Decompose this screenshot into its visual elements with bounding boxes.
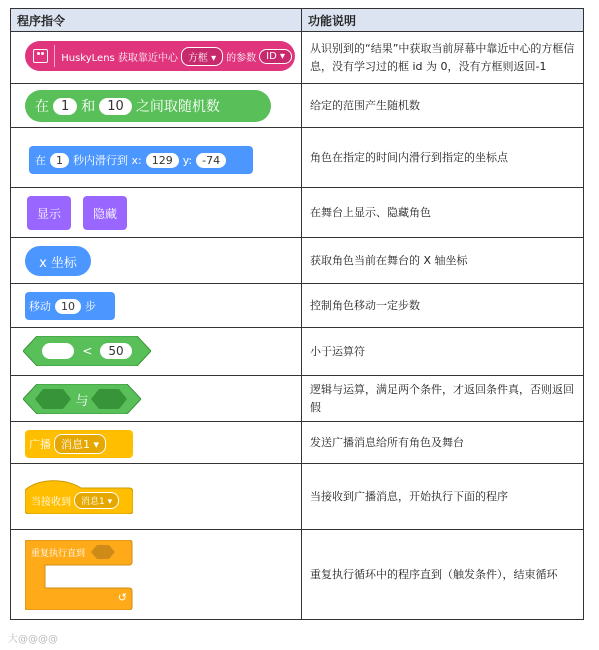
left-operand-input[interactable] — [42, 343, 74, 359]
table-row — [11, 422, 584, 464]
row-description: 角色在指定的时间内滑行到指定的坐标点 — [302, 128, 584, 188]
block-text: 移动 — [29, 300, 51, 313]
table-row — [11, 376, 584, 422]
operator-symbol: < — [82, 344, 93, 358]
row-description: 给定的范围产生随机数 — [302, 84, 584, 128]
separator — [54, 45, 55, 67]
block-text: HuskyLens 获取靠近中心 — [61, 52, 178, 64]
x-input[interactable]: 129 — [146, 153, 179, 168]
table-row — [11, 84, 584, 128]
show-block[interactable]: 显示 — [27, 196, 71, 230]
table-header-row — [11, 9, 584, 32]
message-dropdown[interactable]: 消息1 ▾ — [74, 492, 119, 509]
loop-arrow-icon: ↺ — [117, 591, 127, 604]
block-text: 重复执行直到 — [31, 549, 86, 559]
block-text: 广播 — [29, 438, 51, 451]
table-row — [11, 128, 584, 188]
row-description: 逻辑与运算，满足两个条件，才返回条件真，否则返回假 — [302, 376, 584, 422]
command-table — [10, 8, 584, 620]
row-description: 在舞台上显示、隐藏角色 — [302, 188, 584, 238]
y-input[interactable]: -74 — [196, 153, 226, 168]
row-description: 重复执行循环中的程序直到（触发条件），结束循环 — [302, 530, 584, 620]
block-text: 之间取随机数 — [135, 99, 220, 115]
table-row — [11, 464, 584, 530]
param-dropdown[interactable]: ID ▾ — [259, 49, 292, 64]
x-position-block[interactable]: x 坐标 — [25, 246, 91, 276]
glide-block[interactable] — [29, 146, 253, 174]
watermark: 大@@@@ — [8, 634, 58, 645]
row-description: 当接收到广播消息，开始执行下面的程序 — [302, 464, 584, 530]
block-text: 在 — [35, 99, 49, 115]
table-row — [11, 32, 584, 84]
header-desc-column: 功能说明 — [302, 9, 584, 32]
min-input[interactable]: 1 — [53, 98, 77, 115]
table-row — [11, 238, 584, 284]
max-input[interactable]: 10 — [99, 98, 132, 115]
right-operand-input[interactable]: 50 — [100, 343, 131, 359]
block-text: 的参数 — [226, 52, 257, 64]
block-text: 在 — [35, 154, 46, 167]
camera-icon — [33, 49, 48, 63]
steps-input[interactable]: 10 — [55, 299, 81, 314]
block-text: 当接收到 — [31, 497, 71, 508]
header-block-column: 程序指令 — [11, 9, 302, 32]
random-block[interactable] — [25, 90, 271, 122]
broadcast-block[interactable] — [25, 430, 133, 458]
table-row — [11, 284, 584, 328]
and-block[interactable] — [23, 384, 141, 414]
block-text: y: — [182, 153, 193, 167]
row-description: 小于运算符 — [302, 328, 584, 376]
huskylens-block[interactable] — [25, 41, 295, 71]
operator-symbol: 与 — [75, 393, 89, 409]
block-text: 秒内滑行到 x: — [73, 154, 142, 167]
table-row — [11, 530, 584, 620]
row-description: 控制角色移动一定步数 — [302, 284, 584, 328]
row-description: 获取角色当前在舞台的 X 轴坐标 — [302, 238, 584, 284]
table-row — [11, 188, 584, 238]
secs-input[interactable]: 1 — [50, 153, 69, 168]
repeat-until-block[interactable] — [25, 540, 135, 610]
type-dropdown[interactable]: 方框 ▾ — [181, 47, 223, 66]
hide-block[interactable]: 隐藏 — [83, 196, 127, 230]
row-description: 从识别到的“结果”中获取当前屏幕中靠近中心的方框信息，没有学习过的框 id 为 0，没有方框则返回-1 — [302, 32, 584, 84]
when-receive-block[interactable] — [25, 478, 133, 514]
table-row — [11, 328, 584, 376]
row-description: 发送广播消息给所有角色及舞台 — [302, 422, 584, 464]
move-block[interactable] — [25, 292, 115, 320]
block-text: 步 — [85, 300, 96, 313]
block-text: 和 — [81, 99, 96, 115]
message-dropdown[interactable]: 消息1 ▾ — [54, 434, 106, 454]
less-than-block[interactable] — [23, 336, 151, 366]
